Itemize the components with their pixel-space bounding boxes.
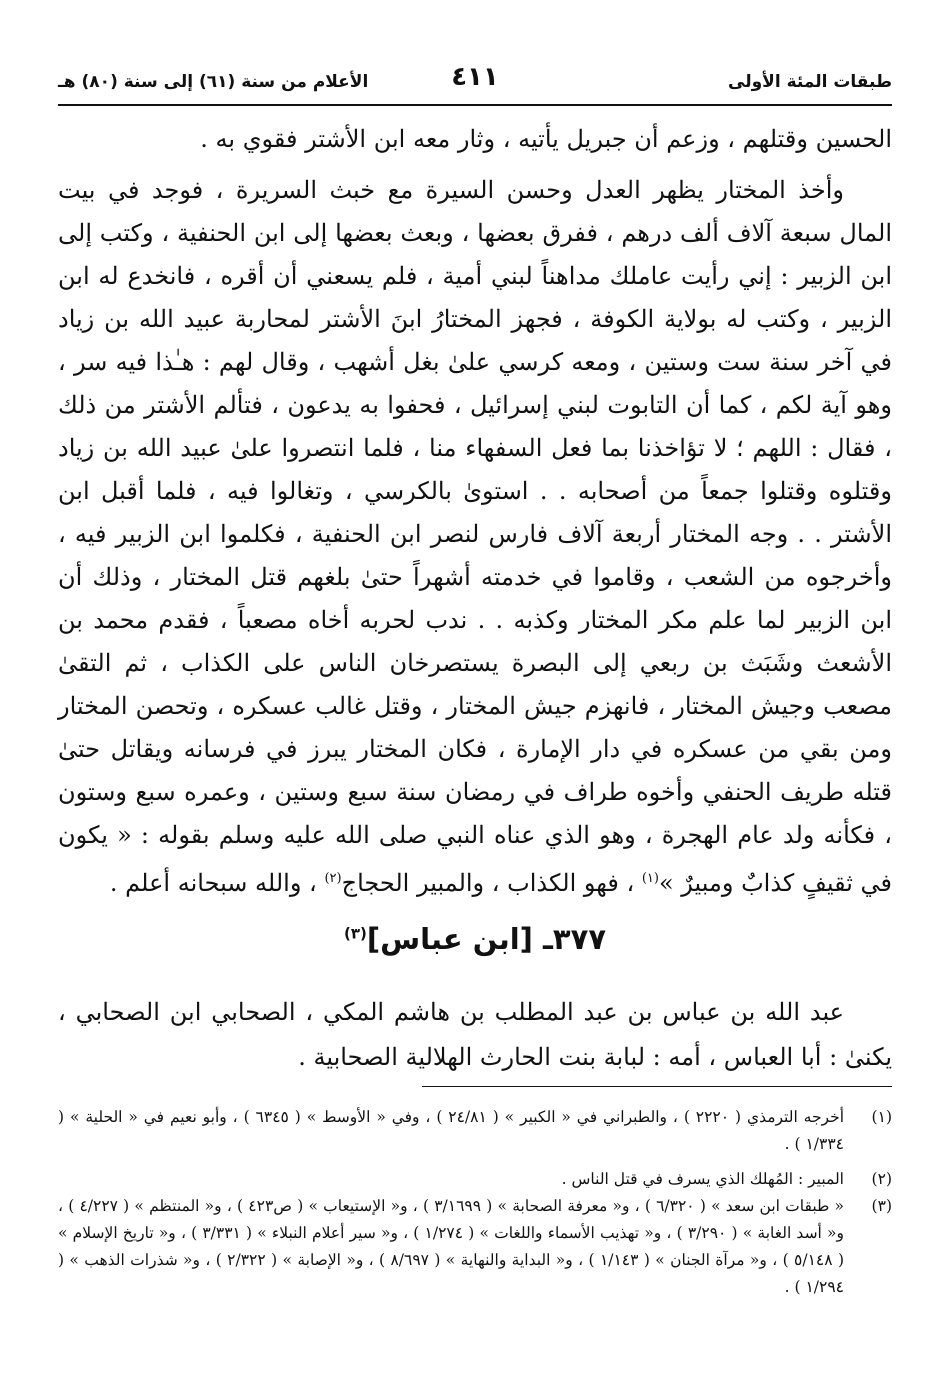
footnote-ref-1[interactable]: (١) xyxy=(641,871,659,886)
paragraph-continuation: الحسين وقتلهم ، وزعم أن جبريل يأتيه ، وثار معه ابن الأشتر فقوي به . xyxy=(200,125,892,153)
footnote-divider xyxy=(422,1086,892,1087)
bio-paragraph: عبد الله بن عباس بن عبد المطلب بن هاشم المكي ، الصحابي ابن الصحابي ، يكنىٰ : أبا العباس ، أمه : لبابة بنت الحارث الهلالية الصحابية . xyxy=(58,998,892,1071)
footnote-1-text: أخرجه الترمذي ( ٢٢٢٠ ) ، والطبراني في « الكبير » ( ٢٤/٨١ ) ، وفي « الأوسط » ( ٦٣٤٥ ) ، وأبو نعيم في « الحلية » ( ١/٣٣٤ ) . xyxy=(58,1108,844,1153)
header-section-range: الأعلام من سنة (٦١) إلى سنة (٨٠) هـ xyxy=(58,72,369,92)
header-divider xyxy=(58,104,892,106)
footnote-1 xyxy=(58,1104,892,1158)
footnotes xyxy=(58,1104,892,1301)
footnote-ref-3[interactable]: (٣) xyxy=(343,924,367,943)
footnote-2-text: المبير : المُهلك الذي يسرف في قتل الناس . xyxy=(561,1170,844,1188)
header-book-title: طبقات المئة الأولى xyxy=(728,72,892,92)
entry-title: ٣٧٧ـ [ابن عباس] xyxy=(366,922,607,956)
footnote-1-number: (١) xyxy=(871,1108,892,1126)
page-number: ٤١١ xyxy=(451,62,499,92)
entry-heading xyxy=(58,922,892,956)
main-text xyxy=(58,118,892,905)
paragraph-mukhtar xyxy=(58,169,892,905)
footnote-2 xyxy=(58,1166,892,1193)
running-header xyxy=(58,62,892,98)
footnote-2-number: (٢) xyxy=(871,1170,892,1188)
footnote-3 xyxy=(58,1193,892,1301)
paragraph-mukhtar-end: ، والله سبحانه أعلم . xyxy=(109,869,325,897)
footnote-ref-2[interactable]: (٢) xyxy=(324,871,342,886)
paragraph-mukhtar-text: وأخذ المختار يظهر العدل وحسن السيرة مع خبث السريرة ، فوجد في بيت المال سبعة آلاف ألف درهم ، ففرق بعضها ، وبعث بعضها إلى ابن الحنفية ، وكتب إلى ابن الزبير : إني رأيت عاملك مداهناً لبني أمية ، فلم يسعني أن أقره ، فانخدع له ابن الزبير ، وكتب له بولاية الكوفة ، فجهز المختارُ ابنَ الأشتر لمحاربة عبيد الله بن زياد في آخر سنة ست وستين ، ومعه كرسي علىٰ بغل أشهب ، وقال لهم : هـٰذا فيه سر ، وهو آية لكم ، كما أن التابوت لبني إسرائيل ، فحفوا به يدعون ، فتألم الأشتر من ذلك ، فقال : اللهم ؛ لا تؤاخذنا بما فعل السفهاء منا ، فلما انتصروا علىٰ عبيد الله بن زياد وقتلوه وقتلوا جمعاً من أصحابه . . استوىٰ بالكرسي ، وتغالوا فيه ، فلما أقبل ابن الأشتر . . وجه المختار أربعة آلاف فارس لنصر ابن الحنفية ، فكلموا ابن الزبير فيه ، وأخرجوه من الشعب ، وقاموا في خدمته أشهراً حتىٰ بلغهم قتل المختار ، وذلك أن ابن الزبير لما علم مكر المختار وكذبه . . ندب لحربه أخاه مصعباً ، فقدم محمد بن الأشعث وشَبَث بن ربعي إلى البصرة يستصرخان الناس على الكذاب ، ثم التقىٰ مصعب وجيش المختار ، فانهزم جيش المختار ، وقتل غالب عسكره ، وتحصن المختار ومن بقي من عسكره في دار الإمارة ، فكان المختار يبرز في فرسانه ويقاتل حتىٰ قتله طريف الحنفي وأخوه طراف في رمضان سنة سبع وستين ، وعمره سبع وستون ، فكأنه ولد عام الهجرة ، وهو الذي عناه النبي صلى الله عليه وسلم بقوله : « يكون في ثقيفٍ كذابٌ ومبيرٌ » xyxy=(58,176,892,897)
paragraph-mukhtar-mid: ، فهو الكذاب ، والمبير الحجاج xyxy=(341,869,642,897)
footnote-3-text: « طبقات ابن سعد » ( ٦/٣٢٠ ) ، و« معرفة الصحابة » ( ٣/١٦٩٩ ) ، و« الإستيعاب » ( ص٤٢٣ ) ، و« المنتظم » ( ٤/٢٢٧ ) ، و« أسد الغابة » ( ٣/٢٩٠ ) ، و« تهذيب الأسماء واللغات » ( ١/٢٧٤ ) ، و« سير أعلام النبلاء » ( ٣/٣٣١ ) ، و« تاريخ الإسلام » ( ٥/١٤٨ ) ، و« مرآة الجنان » ( ١/١٤٣ ) ، و« البداية والنهاية » ( ٨/٦٩٧ ) ، و« الإصابة » ( ٢/٣٢٢ ) ، و« شذرات الذهب » ( ١/٢٩٤ ) . xyxy=(58,1197,845,1296)
entry-bio xyxy=(58,990,892,1080)
footnote-3-number: (٣) xyxy=(871,1197,892,1215)
